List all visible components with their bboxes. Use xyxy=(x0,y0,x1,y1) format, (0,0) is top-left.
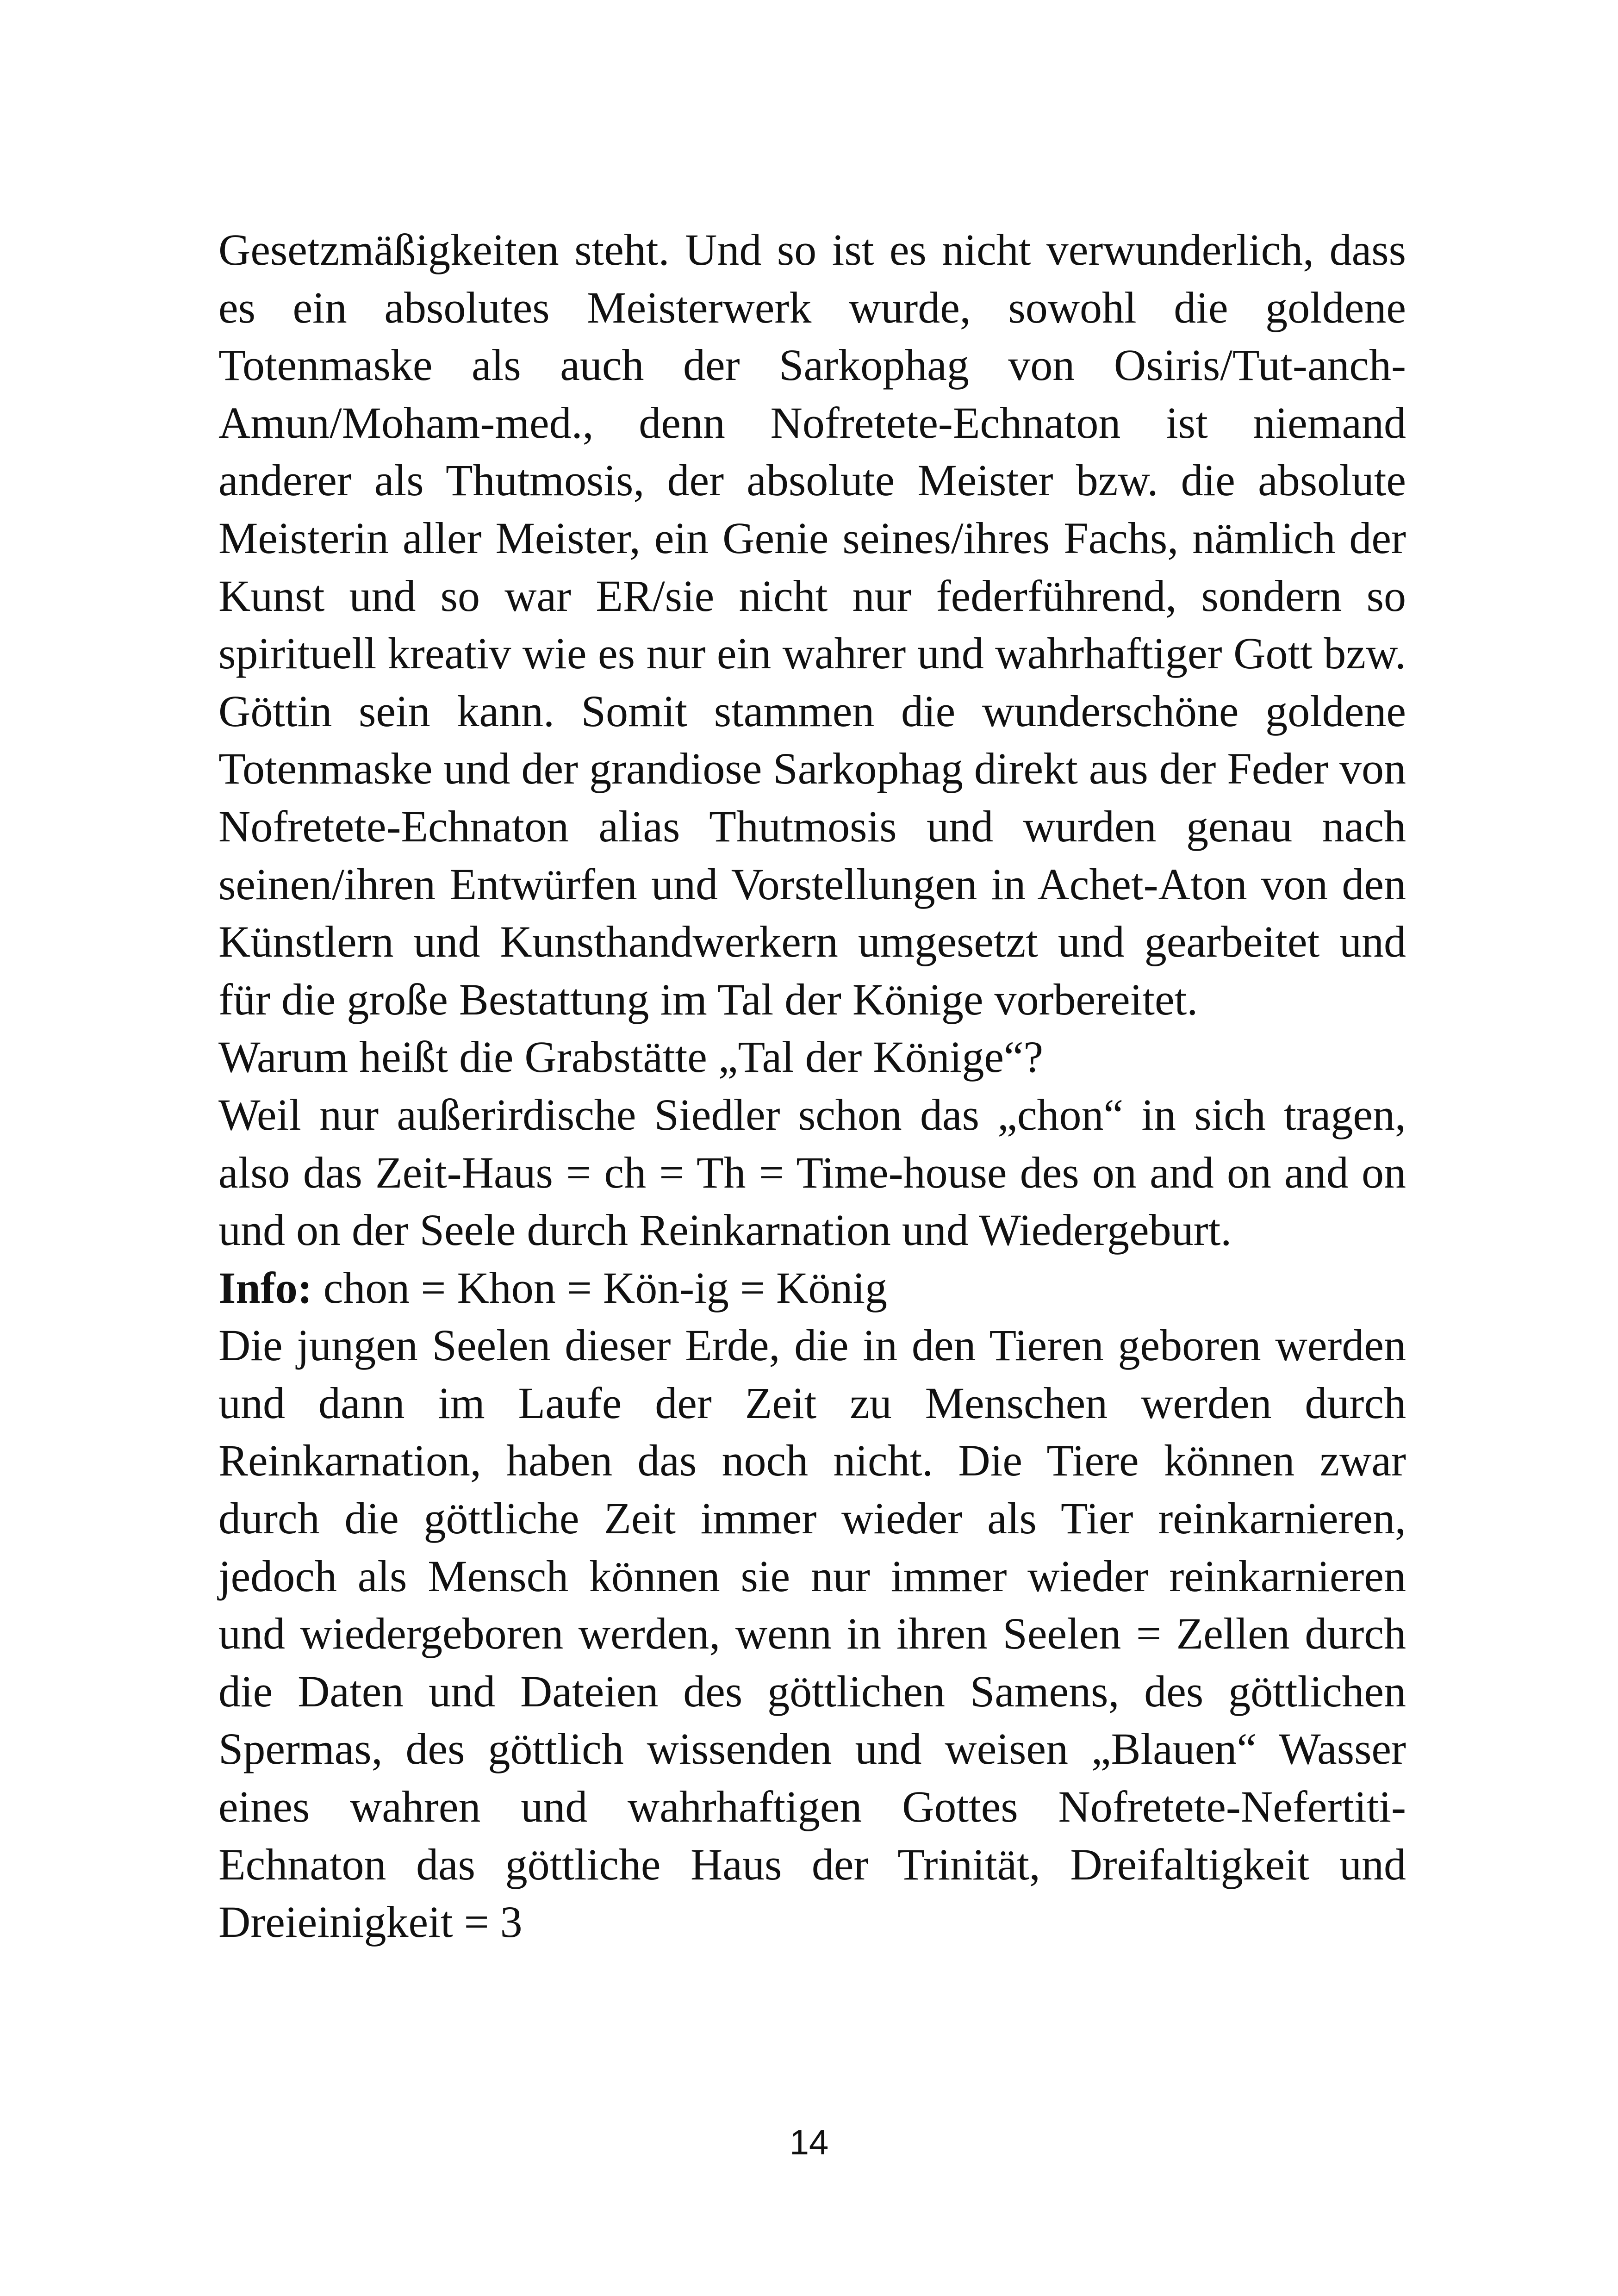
paragraph-chon-explanation: Weil nur außerirdische Siedler schon das „chon“ in sich tragen, also das Zeit-Haus = ch = Th = Time-house des on and on and on und on der Seele durch Reinkarnation und Wiedergeburt. xyxy=(218,1089,1406,1255)
paragraph-meisterwerk: Gesetzmäßigkeiten steht. Und so ist es nicht verwunderlich, dass es ein absolutes Meisterwerk wurde, sowohl die goldene Totenmaske als auch der Sarkophag von Osiris/Tut-anch-Amun/Moham-med., denn Nofretete-Echnaton ist niemand anderer als Thutmosis, der absolute Meister bzw. die absolute Meisterin aller Meister, ein Genie seines/ihres Fachs, nämlich der Kunst und so war ER/sie nicht nur federführend, sondern so spirituell kreativ wie es nur ein wahrer und wahrhaftiger Gott bzw. Göttin sein kann. Somit stammen die wunderschöne goldene Totenmaske und der grandiose Sarkophag direkt aus der Feder von Nofretete-Echnaton alias Thutmosis und wurden genau nach seinen/ihren Entwürfen und Vorstellungen in Achet-Aton von den Künstlern und Kunsthandwerkern umgesetzt und gearbeitet und für die große Bestattung im Tal der Könige vorbereitet. xyxy=(218,225,1406,1024)
info-text: chon = Khon = Kön-ig = König xyxy=(312,1263,888,1313)
page-number: 14 xyxy=(789,2123,829,2162)
info-label: Info: xyxy=(218,1263,312,1313)
paragraph-question-tal-der-koenige: Warum heißt die Grabstätte „Tal der Könige“? xyxy=(218,1032,1044,1082)
page-body xyxy=(218,221,1406,1951)
paragraph-junge-seelen: Die jungen Seelen dieser Erde, die in den Tieren geboren werden und dann im Laufe der Zeit zu Menschen werden durch Reinkarnation, haben das noch nicht. Die Tiere können zwar durch die göttliche Zeit immer wieder als Tier reinkarnieren, jedoch als Mensch können sie nur immer wieder reinkarnieren und wiedergeboren werden, wenn in ihren Seelen = Zellen durch die Daten und Dateien des göttlichen Samens, des göttlichen Spermas, des göttlich wissenden und weisen „Blauen“ Wasser eines wahren und wahrhaftigen Gottes Nofretete-Nefertiti-Echnaton das göttliche Haus der Trinität, Dreifaltigkeit und Dreieinigkeit = 3 xyxy=(218,1320,1406,1947)
info-line xyxy=(218,1259,1406,1317)
